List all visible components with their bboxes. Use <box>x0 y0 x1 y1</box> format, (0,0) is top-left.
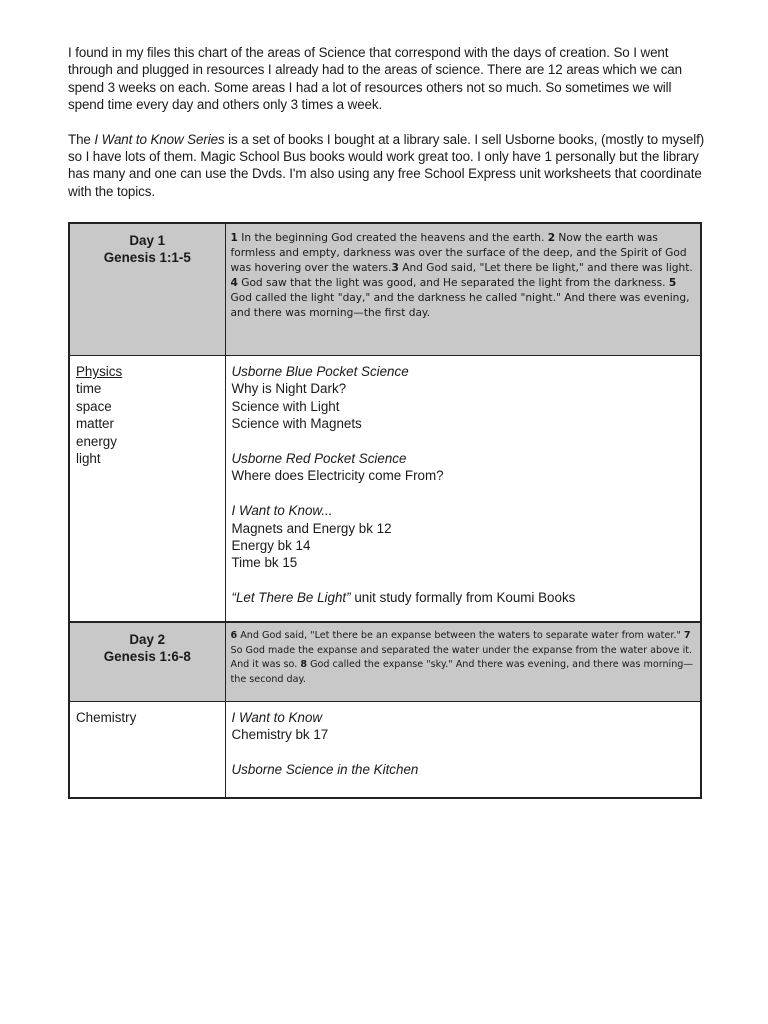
intro-para2-prefix: The <box>68 131 95 147</box>
resource-group <box>232 363 695 433</box>
topic-item: light <box>76 451 101 467</box>
resource-group <box>232 709 695 744</box>
resource-item: Magnets and Energy bk 12 <box>231 520 392 536</box>
day1-reference: Genesis 1:1-5 <box>103 250 191 265</box>
topic-item: time <box>76 381 102 397</box>
day2-label: Day 2 <box>129 632 166 647</box>
resource-group <box>232 589 695 606</box>
resource-group <box>232 450 695 485</box>
resource-group-title: Usborne Red Pocket Science <box>231 451 407 467</box>
resource-item: Why is Night Dark? <box>231 381 347 397</box>
topic-item: space <box>76 398 112 414</box>
day1-area: Physics <box>76 364 123 379</box>
resource-group-title: I Want to Know... <box>231 503 333 519</box>
topic-item: matter <box>76 416 114 432</box>
day2-topics-cell <box>69 702 225 799</box>
verse-text: God called the expanse "sky." And there was evening, and there was morning—the second day. <box>230 659 693 685</box>
topic-item: energy <box>76 433 117 449</box>
resource-item: Energy bk 14 <box>231 538 311 554</box>
day1-table <box>68 222 702 646</box>
verse-number: 5 <box>668 277 677 289</box>
verse-number: 2 <box>547 232 556 244</box>
day1-topics-cell <box>69 356 225 646</box>
intro-text <box>68 44 708 200</box>
verse-text: And God said, "Let there be an expanse between the waters to separate water from water." <box>237 630 684 641</box>
intro-paragraph-2 <box>68 131 708 201</box>
verse-number: 4 <box>230 277 238 289</box>
verse-number: 7 <box>683 630 691 641</box>
verse-text: So God made the expanse and separated the water under the expanse from the water above it. And it was so. <box>230 644 693 670</box>
day2-resources-cell <box>225 702 701 799</box>
day2-content-row <box>69 702 701 799</box>
day2-table <box>68 621 702 799</box>
day2-verses <box>225 622 701 702</box>
verse-text: In the beginning God created the heavens and the earth. <box>237 232 548 244</box>
resource-group-title: “Let There Be Light” <box>231 590 351 606</box>
verse-number: 3 <box>391 262 399 274</box>
resource-item: Where does Electricity come From? <box>231 468 444 484</box>
resource-group <box>232 761 695 778</box>
verse-number: 6 <box>230 630 238 641</box>
resource-item: unit study formally from Koumi Books <box>350 590 576 606</box>
verse-text: And God said, "Let there be light," and there was light. <box>398 262 693 274</box>
day2-header-row <box>69 622 701 702</box>
verse-text: God saw that the light was good, and He separated the light from the darkness. <box>237 277 669 289</box>
day1-label: Day 1 <box>129 233 166 248</box>
day2-title-cell <box>69 622 225 702</box>
resource-group-title: Usborne Science in the Kitchen <box>231 762 419 778</box>
verse-number: 8 <box>300 659 308 670</box>
day1-resources-cell <box>225 356 701 646</box>
day1-verses <box>225 223 701 356</box>
series-title: I Want to Know Series <box>94 131 225 147</box>
verse-text: God called the light "day," and the darkness he called "night." And there was evening, and there was morning—the first day. <box>230 292 690 319</box>
day1-title-cell <box>69 223 225 356</box>
day1-content-row <box>69 356 701 646</box>
resource-item: Chemistry bk 17 <box>231 727 329 743</box>
resource-group-title: Usborne Blue Pocket Science <box>231 364 409 379</box>
resource-item: Science with Light <box>231 398 340 414</box>
verse-number: 1 <box>230 232 238 244</box>
intro-paragraph-1: I found in my files this chart of the areas of Science that correspond with the days of creation. So I went through and plugged in resources I already had to the areas of science. There are 12 areas which we can spend 3 weeks on each. Some areas I had a lot of resources others not so much. So sometimes we will spend time every day and others only 3 times a week. <box>68 45 682 113</box>
resource-item: Science with Magnets <box>231 416 362 432</box>
day2-reference: Genesis 1:6-8 <box>103 649 191 664</box>
intro-para2-rest: is a set of books I bought at a library sale. I sell Usborne books, (mostly to myself) so I have lots of them. Magic School Bus books would work great too. I only have 1 personally but the library has many and one can use the Dvds. I'm also using any free School Express unit worksheets that coordinate with the topics. <box>68 131 705 199</box>
verse-text: Now the earth was formless and empty, darkness was over the surface of the deep, and the Spirit of God was hovering over the waters. <box>230 232 687 274</box>
resource-item: Time bk 15 <box>231 555 298 571</box>
day2-area: Chemistry <box>76 710 137 725</box>
resource-group-title: I Want to Know <box>231 710 323 725</box>
resource-group <box>232 502 695 572</box>
day1-header-row <box>69 223 701 356</box>
